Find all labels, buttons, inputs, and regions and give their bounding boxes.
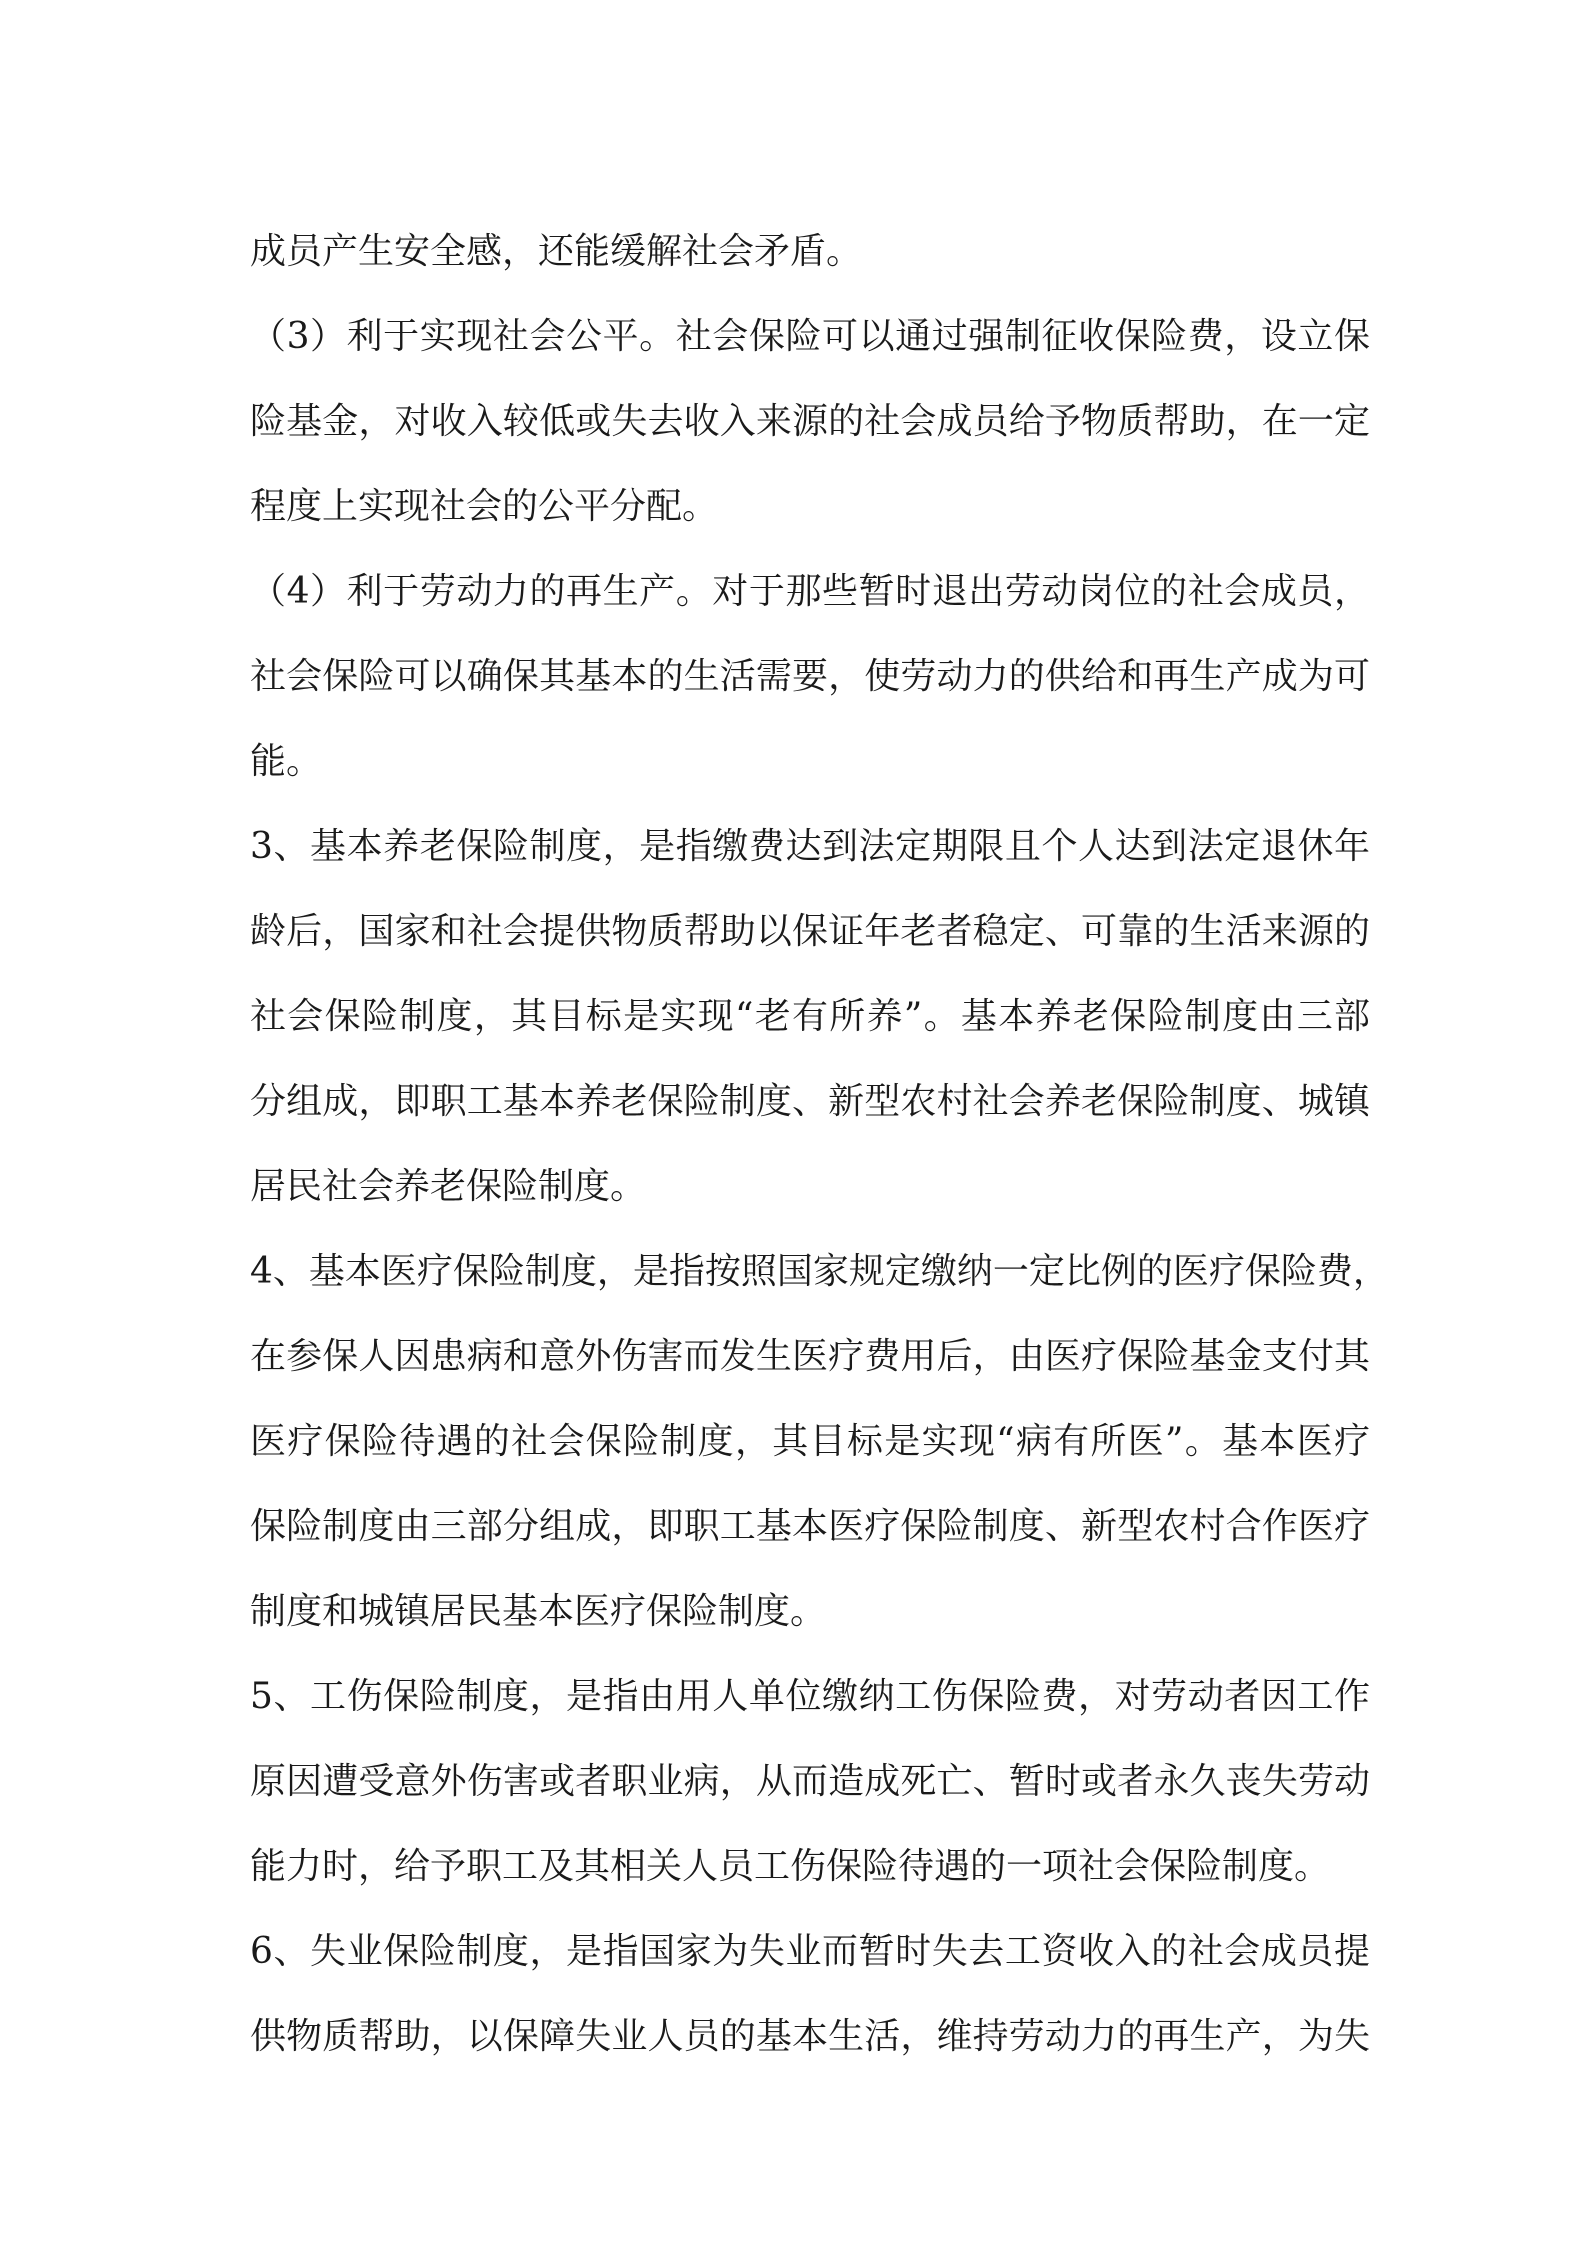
- text-line: 险基金，对收入较低或失去收入来源的社会成员给予物质帮助，在一定: [250, 401, 1370, 442]
- text-line: 社会保险可以确保其基本的生活需要，使劳动力的供给和再生产成为可: [250, 656, 1370, 697]
- text-line: 在参保人因患病和意外伤害而发生医疗费用后，由医疗保险基金支付其: [250, 1336, 1370, 1377]
- text-line: 医疗保险待遇的社会保险制度，其目标是实现“病有所医”。基本医疗: [250, 1421, 1370, 1462]
- text-line: （3）利于实现社会公平。社会保险可以通过强制征收保险费，设立保: [250, 316, 1370, 357]
- text-line: 程度上实现社会的公平分配。: [250, 486, 719, 527]
- text-line: 社会保险制度，其目标是实现“老有所养”。基本养老保险制度由三部: [250, 996, 1370, 1037]
- text-line: 供物质帮助，以保障失业人员的基本生活，维持劳动力的再生产，为失: [250, 2016, 1370, 2057]
- text-line: 龄后，国家和社会提供物质帮助以保证年老者稳定、可靠的生活来源的: [250, 911, 1370, 952]
- text-line: 4、基本医疗保险制度，是指按照国家规定缴纳一定比例的医疗保险费，: [250, 1251, 1389, 1292]
- text-line: 保险制度由三部分组成，即职工基本医疗保险制度、新型农村合作医疗: [250, 1506, 1370, 1547]
- text-line: 制度和城镇居民基本医疗保险制度。: [250, 1591, 827, 1632]
- text-line: 能。: [250, 741, 323, 782]
- text-line: （4）利于劳动力的再生产。对于那些暂时退出劳动岗位的社会成员，: [250, 571, 1370, 612]
- text-line: 能力时，给予职工及其相关人员工伤保险待遇的一项社会保险制度。: [250, 1846, 1331, 1887]
- text-line: 6、失业保险制度，是指国家为失业而暂时失去工资收入的社会成员提: [250, 1931, 1370, 1972]
- text-line: 3、基本养老保险制度，是指缴费达到法定期限且个人达到法定退休年: [250, 826, 1370, 867]
- text-line: 分组成，即职工基本养老保险制度、新型农村社会养老保险制度、城镇: [250, 1081, 1370, 1122]
- text-line: 成员产生安全感，还能缓解社会矛盾。: [250, 231, 863, 272]
- text-line: 居民社会养老保险制度。: [250, 1166, 647, 1207]
- text-line: 原因遭受意外伤害或者职业病，从而造成死亡、暂时或者永久丧失劳动: [250, 1761, 1370, 1802]
- text-line: 5、工伤保险制度，是指由用人单位缴纳工伤保险费，对劳动者因工作: [250, 1676, 1370, 1717]
